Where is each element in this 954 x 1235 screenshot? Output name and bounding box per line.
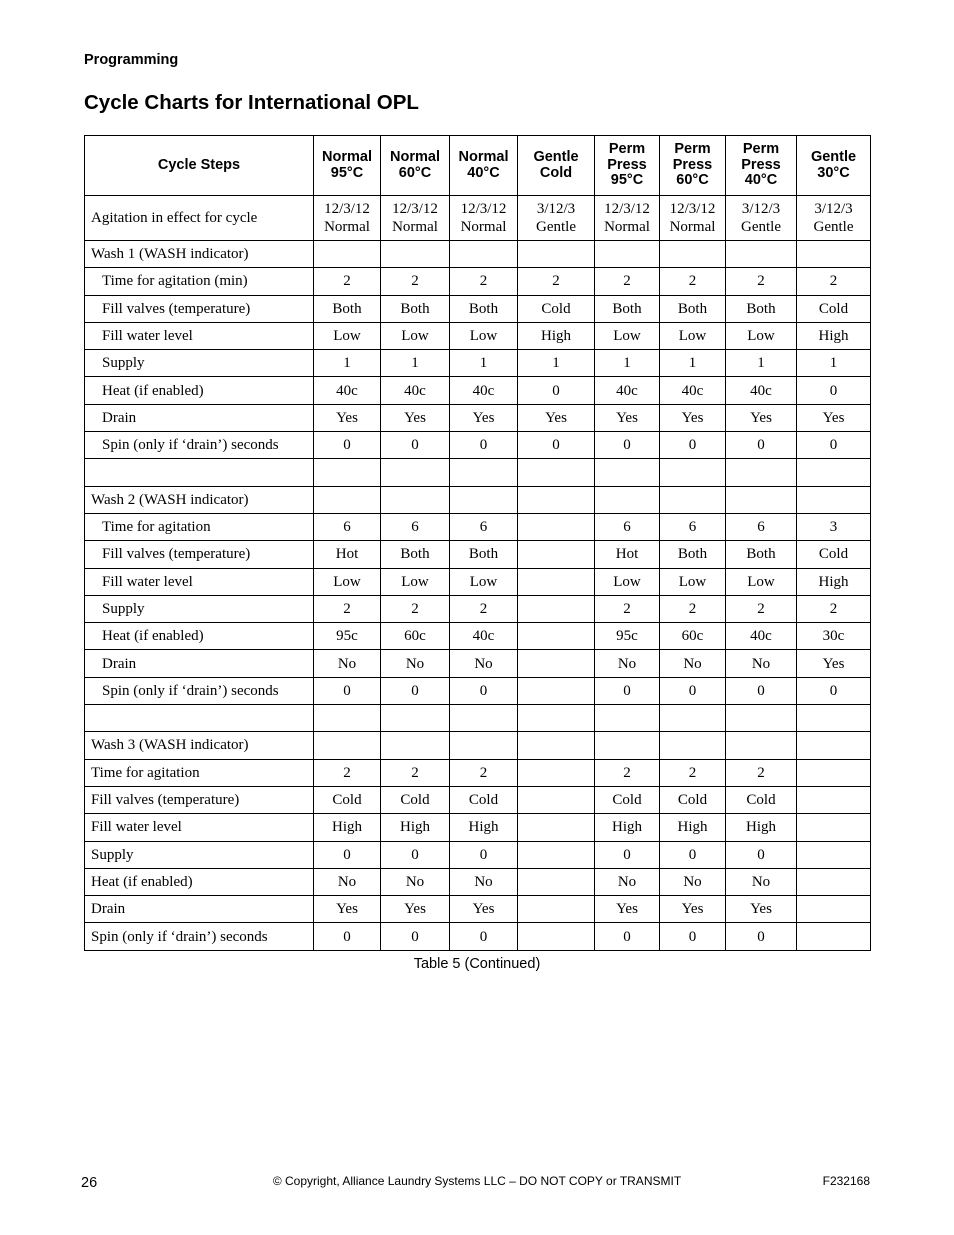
table-cell xyxy=(660,732,726,759)
table-cell: Both xyxy=(660,541,726,568)
table-row xyxy=(85,595,871,622)
table-cell xyxy=(797,759,871,786)
table-cell: 6 xyxy=(660,513,726,540)
table-cell: Cold xyxy=(797,295,871,322)
table-row xyxy=(85,513,871,540)
table-cell: 1 xyxy=(660,350,726,377)
table-cell: High xyxy=(518,322,595,349)
table-row xyxy=(85,705,871,732)
table-cell xyxy=(518,568,595,595)
table-cell: 40c xyxy=(314,377,381,404)
table-cell: Cold xyxy=(726,786,797,813)
table-cell: 0 xyxy=(726,432,797,459)
table-row xyxy=(85,923,871,950)
table-cell: 30c xyxy=(797,623,871,650)
table-cell: 1 xyxy=(381,350,450,377)
table-cell xyxy=(797,705,871,732)
table-cell xyxy=(518,896,595,923)
table-cell: 3 xyxy=(797,513,871,540)
column-header: Normal 40°C xyxy=(450,136,518,196)
table-cell xyxy=(381,486,450,513)
table-cell: 0 xyxy=(595,432,660,459)
column-header: Gentle Cold xyxy=(518,136,595,196)
cycle-step-label: Wash 3 (WASH indicator) xyxy=(85,732,314,759)
table-cell xyxy=(518,868,595,895)
table-cell: Both xyxy=(381,541,450,568)
table-cell: 2 xyxy=(381,268,450,295)
column-header: Perm Press 60°C xyxy=(660,136,726,196)
table-cell: Hot xyxy=(314,541,381,568)
table-row xyxy=(85,268,871,295)
table-cell: Low xyxy=(450,568,518,595)
table-cell: 0 xyxy=(595,841,660,868)
table-cell: 2 xyxy=(450,268,518,295)
table-cell: 2 xyxy=(797,595,871,622)
table-cell xyxy=(797,841,871,868)
table-cell xyxy=(660,241,726,268)
cycle-step-label: Wash 2 (WASH indicator) xyxy=(85,486,314,513)
table-cell: 2 xyxy=(726,595,797,622)
table-cell xyxy=(797,732,871,759)
table-cell: Both xyxy=(450,541,518,568)
table-row xyxy=(85,377,871,404)
table-cell xyxy=(595,241,660,268)
table-cell xyxy=(518,623,595,650)
table-cell: Yes xyxy=(660,404,726,431)
table-cell: 6 xyxy=(726,513,797,540)
table-cell: 0 xyxy=(797,432,871,459)
table-cell: Yes xyxy=(595,404,660,431)
table-row xyxy=(85,541,871,568)
table-row xyxy=(85,196,871,241)
table-cell: 1 xyxy=(595,350,660,377)
table-cell: 2 xyxy=(381,595,450,622)
table-cell: 60c xyxy=(381,623,450,650)
table-cell xyxy=(518,513,595,540)
table-cell: 0 xyxy=(381,841,450,868)
table-cell: Yes xyxy=(314,404,381,431)
table-cell: 0 xyxy=(595,677,660,704)
table-row xyxy=(85,759,871,786)
table-cell: 0 xyxy=(314,923,381,950)
table-cell: No xyxy=(314,650,381,677)
cycle-step-label xyxy=(85,459,314,486)
table-caption: Table 5 (Continued) xyxy=(413,956,541,972)
table-cell: 2 xyxy=(381,759,450,786)
table-cell: 0 xyxy=(518,377,595,404)
table-cell: Both xyxy=(595,295,660,322)
table-cell: 1 xyxy=(314,350,381,377)
cycle-step-label: Supply xyxy=(85,841,314,868)
table-row xyxy=(85,404,871,431)
cycle-step-label: Fill valves (temperature) xyxy=(85,295,314,322)
table-cell: Low xyxy=(381,568,450,595)
cycle-step-label: Spin (only if ‘drain’) seconds xyxy=(85,923,314,950)
table-cell: Cold xyxy=(450,786,518,813)
table-cell: 1 xyxy=(450,350,518,377)
table-cell: 0 xyxy=(450,677,518,704)
table-cell: Low xyxy=(450,322,518,349)
table-cell: Yes xyxy=(726,404,797,431)
table-row xyxy=(85,350,871,377)
table-cell: Yes xyxy=(450,404,518,431)
column-header: Gentle 30°C xyxy=(797,136,871,196)
table-cell: No xyxy=(660,650,726,677)
table-cell xyxy=(518,759,595,786)
table-cell: Low xyxy=(595,568,660,595)
table-cell: Hot xyxy=(595,541,660,568)
table-cell xyxy=(314,705,381,732)
table-cell: 12/3/12 Normal xyxy=(660,196,726,241)
table-cell: 6 xyxy=(314,513,381,540)
table-header-row xyxy=(85,136,871,196)
table-row xyxy=(85,868,871,895)
table-cell: Both xyxy=(314,295,381,322)
table-cell xyxy=(450,459,518,486)
table-cell xyxy=(518,650,595,677)
table-cell: 0 xyxy=(314,677,381,704)
table-cell: Yes xyxy=(450,896,518,923)
table-cell: Low xyxy=(660,322,726,349)
table-cell: 2 xyxy=(595,595,660,622)
table-cell: 6 xyxy=(381,513,450,540)
table-cell: 0 xyxy=(381,432,450,459)
table-cell: 0 xyxy=(518,432,595,459)
table-cell: 40c xyxy=(450,377,518,404)
table-cell: 0 xyxy=(381,677,450,704)
table-row xyxy=(85,322,871,349)
table-cell: 40c xyxy=(660,377,726,404)
table-cell: Yes xyxy=(726,896,797,923)
column-header: Normal 60°C xyxy=(381,136,450,196)
table-cell: Low xyxy=(314,322,381,349)
table-cell: 3/12/3 Gentle xyxy=(726,196,797,241)
table-cell: Both xyxy=(660,295,726,322)
column-header-cycle-steps: Cycle Steps xyxy=(85,136,314,196)
table-row xyxy=(85,623,871,650)
table-cell: 2 xyxy=(660,268,726,295)
table-cell: Yes xyxy=(381,404,450,431)
table-cell: Yes xyxy=(381,896,450,923)
table-cell: 0 xyxy=(660,923,726,950)
table-cell: 12/3/12 Normal xyxy=(314,196,381,241)
table-cell: High xyxy=(660,814,726,841)
table-cell: 2 xyxy=(450,759,518,786)
table-cell xyxy=(381,241,450,268)
table-row xyxy=(85,295,871,322)
table-cell: Yes xyxy=(314,896,381,923)
table-cell xyxy=(595,486,660,513)
table-cell: 6 xyxy=(450,513,518,540)
table-cell xyxy=(726,486,797,513)
table-cell: Low xyxy=(726,568,797,595)
table-cell xyxy=(314,241,381,268)
table-cell: No xyxy=(595,868,660,895)
table-cell xyxy=(450,241,518,268)
table-cell: 2 xyxy=(660,595,726,622)
table-cell: Both xyxy=(726,295,797,322)
table-cell: Low xyxy=(381,322,450,349)
table-cell: 12/3/12 Normal xyxy=(595,196,660,241)
cycle-chart-table xyxy=(84,135,871,951)
table-cell: Both xyxy=(450,295,518,322)
cycle-step-label: Time for agitation (min) xyxy=(85,268,314,295)
table-cell: 0 xyxy=(314,432,381,459)
column-header: Perm Press 95°C xyxy=(595,136,660,196)
table-cell: 0 xyxy=(797,377,871,404)
table-cell: 2 xyxy=(595,268,660,295)
table-cell: Cold xyxy=(660,786,726,813)
table-cell xyxy=(314,486,381,513)
table-cell: 0 xyxy=(797,677,871,704)
table-cell: Cold xyxy=(381,786,450,813)
table-cell xyxy=(726,705,797,732)
table-row xyxy=(85,241,871,268)
table-cell xyxy=(518,541,595,568)
table-cell xyxy=(595,705,660,732)
table-row xyxy=(85,568,871,595)
cycle-step-label: Time for agitation xyxy=(85,513,314,540)
cycle-step-label: Fill valves (temperature) xyxy=(85,786,314,813)
table-row xyxy=(85,459,871,486)
table-cell: 2 xyxy=(797,268,871,295)
table-cell: No xyxy=(381,650,450,677)
table-cell xyxy=(518,786,595,813)
table-cell: 1 xyxy=(797,350,871,377)
section-label: Programming xyxy=(84,52,179,68)
table-cell: Cold xyxy=(314,786,381,813)
cycle-step-label: Spin (only if ‘drain’) seconds xyxy=(85,432,314,459)
page-number: 26 xyxy=(81,1175,98,1191)
table-cell xyxy=(660,459,726,486)
table-cell: High xyxy=(797,568,871,595)
table-row xyxy=(85,814,871,841)
table-cell: No xyxy=(726,868,797,895)
table-row xyxy=(85,841,871,868)
cycle-step-label: Fill water level xyxy=(85,814,314,841)
cycle-step-label: Fill water level xyxy=(85,322,314,349)
table-cell: High xyxy=(314,814,381,841)
table-cell: No xyxy=(726,650,797,677)
cycle-step-label xyxy=(85,705,314,732)
cycle-step-label: Drain xyxy=(85,650,314,677)
cycle-step-label: Agitation in effect for cycle xyxy=(85,196,314,241)
table-cell xyxy=(381,732,450,759)
cycle-step-label: Fill water level xyxy=(85,568,314,595)
cycle-step-label: Heat (if enabled) xyxy=(85,623,314,650)
table-cell: 6 xyxy=(595,513,660,540)
table-cell xyxy=(797,459,871,486)
table-cell: No xyxy=(450,868,518,895)
table-cell: Yes xyxy=(660,896,726,923)
table-cell: 0 xyxy=(660,432,726,459)
table-cell: 0 xyxy=(450,841,518,868)
table-cell: 0 xyxy=(660,841,726,868)
table-cell: 40c xyxy=(726,623,797,650)
table-cell xyxy=(797,486,871,513)
table-cell xyxy=(595,459,660,486)
document-number: F232168 xyxy=(822,1174,870,1188)
table-cell: 0 xyxy=(660,677,726,704)
table-cell: High xyxy=(595,814,660,841)
table-cell xyxy=(726,459,797,486)
cycle-step-label: Heat (if enabled) xyxy=(85,868,314,895)
table-cell xyxy=(797,923,871,950)
table-cell xyxy=(518,595,595,622)
column-header: Normal 95°C xyxy=(314,136,381,196)
table-cell: 40c xyxy=(726,377,797,404)
table-cell xyxy=(518,732,595,759)
cycle-step-label: Supply xyxy=(85,595,314,622)
table-cell: 0 xyxy=(450,923,518,950)
cycle-step-label: Fill valves (temperature) xyxy=(85,541,314,568)
table-cell: High xyxy=(797,322,871,349)
table-cell: High xyxy=(450,814,518,841)
table-cell: 12/3/12 Normal xyxy=(381,196,450,241)
cycle-step-label: Drain xyxy=(85,896,314,923)
table-cell xyxy=(797,814,871,841)
table-cell: 2 xyxy=(726,759,797,786)
table-cell: Low xyxy=(595,322,660,349)
table-cell xyxy=(314,459,381,486)
table-cell: 2 xyxy=(314,759,381,786)
table-cell: 2 xyxy=(726,268,797,295)
page-title: Cycle Charts for International OPL xyxy=(84,91,419,114)
table-cell: 1 xyxy=(726,350,797,377)
cycle-step-label: Wash 1 (WASH indicator) xyxy=(85,241,314,268)
table-cell xyxy=(450,732,518,759)
cycle-step-label: Heat (if enabled) xyxy=(85,377,314,404)
table-cell: Low xyxy=(314,568,381,595)
table-row xyxy=(85,432,871,459)
table-cell xyxy=(518,705,595,732)
table-cell: No xyxy=(450,650,518,677)
table-cell xyxy=(381,459,450,486)
table-cell: High xyxy=(726,814,797,841)
table-cell: 0 xyxy=(595,923,660,950)
table-cell: 12/3/12 Normal xyxy=(450,196,518,241)
table-cell: Cold xyxy=(595,786,660,813)
table-cell xyxy=(518,923,595,950)
table-cell xyxy=(797,896,871,923)
cycle-step-label: Supply xyxy=(85,350,314,377)
table-cell xyxy=(660,486,726,513)
table-cell: 2 xyxy=(595,759,660,786)
table-cell xyxy=(726,732,797,759)
table-cell xyxy=(797,868,871,895)
table-cell: No xyxy=(381,868,450,895)
table-cell xyxy=(518,814,595,841)
table-cell: Yes xyxy=(595,896,660,923)
table-cell xyxy=(595,732,660,759)
table-cell: Both xyxy=(726,541,797,568)
table-cell: 2 xyxy=(450,595,518,622)
table-row xyxy=(85,650,871,677)
table-cell: 40c xyxy=(595,377,660,404)
table-row xyxy=(85,896,871,923)
table-row xyxy=(85,677,871,704)
table-cell: 40c xyxy=(450,623,518,650)
table-cell: Low xyxy=(726,322,797,349)
table-cell: 0 xyxy=(726,841,797,868)
table-cell: Yes xyxy=(797,404,871,431)
table-cell: Yes xyxy=(518,404,595,431)
table-cell: Both xyxy=(381,295,450,322)
table-cell xyxy=(518,241,595,268)
cycle-step-label: Spin (only if ‘drain’) seconds xyxy=(85,677,314,704)
table-cell: 1 xyxy=(518,350,595,377)
table-cell: 3/12/3 Gentle xyxy=(518,196,595,241)
table-cell xyxy=(314,732,381,759)
table-cell xyxy=(660,705,726,732)
table-row xyxy=(85,786,871,813)
cycle-step-label: Time for agitation xyxy=(85,759,314,786)
table-cell: 0 xyxy=(450,432,518,459)
table-cell: 3/12/3 Gentle xyxy=(797,196,871,241)
table-cell xyxy=(518,841,595,868)
copyright-notice: © Copyright, Alliance Laundry Systems LLC – DO NOT COPY or TRANSMIT xyxy=(272,1174,682,1188)
table-cell: 95c xyxy=(314,623,381,650)
table-cell: 0 xyxy=(726,677,797,704)
table-cell xyxy=(381,705,450,732)
table-cell: 0 xyxy=(381,923,450,950)
table-cell xyxy=(450,705,518,732)
table-cell: Cold xyxy=(797,541,871,568)
table-cell: Cold xyxy=(518,295,595,322)
table-cell xyxy=(797,241,871,268)
table-cell xyxy=(518,459,595,486)
table-cell: 2 xyxy=(518,268,595,295)
table-cell: High xyxy=(381,814,450,841)
table-cell: 2 xyxy=(660,759,726,786)
table-cell: 0 xyxy=(314,841,381,868)
cycle-step-label: Drain xyxy=(85,404,314,431)
table-cell xyxy=(450,486,518,513)
table-row xyxy=(85,732,871,759)
table-cell: 40c xyxy=(381,377,450,404)
table-cell: 60c xyxy=(660,623,726,650)
table-cell xyxy=(726,241,797,268)
table-cell: 95c xyxy=(595,623,660,650)
table-cell: No xyxy=(595,650,660,677)
table-cell: No xyxy=(660,868,726,895)
table-cell: Yes xyxy=(797,650,871,677)
table-row xyxy=(85,486,871,513)
table-cell xyxy=(518,486,595,513)
column-header: Perm Press 40°C xyxy=(726,136,797,196)
table-cell: No xyxy=(314,868,381,895)
table-cell: Low xyxy=(660,568,726,595)
table-cell xyxy=(518,677,595,704)
table-cell: 2 xyxy=(314,268,381,295)
table-cell: 0 xyxy=(726,923,797,950)
table-cell xyxy=(797,786,871,813)
table-cell: 2 xyxy=(314,595,381,622)
